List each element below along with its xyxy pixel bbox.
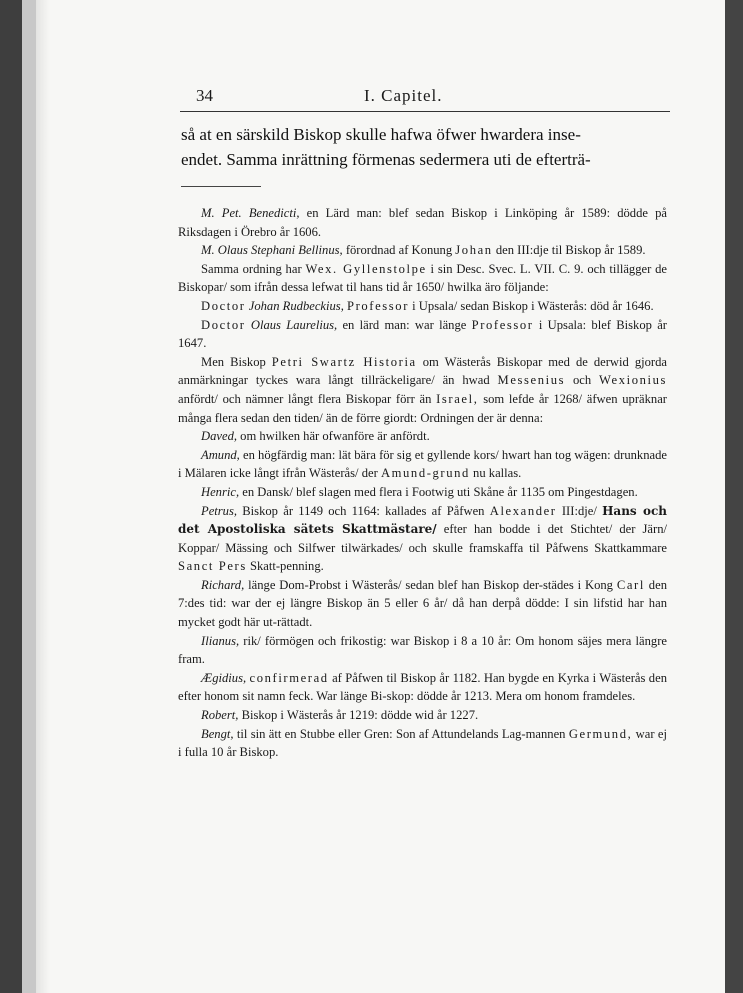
footnote-paragraph: [178, 502, 667, 576]
footnote-paragraph: [178, 669, 667, 706]
footnote-text: i Upsala/ sedan Biskop i Wästerås: död år 1646.: [409, 298, 654, 313]
footnote-text: af Påfwen til Biskop år 1182. Han bygde en Kyrka i Wästerås den efter honom sit namn feck. War länge Bi-skop: dödde år 1213. Mera om honom framdeles.: [178, 670, 667, 704]
footnote-text: den 7:des tid: war der ej längre Biskop än 5 eller 6 år/ då han derpå dödde: I sin lifstid har han mycket godt här ut-rättadt.: [178, 577, 667, 630]
footnote-text: Hans och det Apostoliska sätets Skattmästare/: [178, 503, 668, 537]
page-shadow: [36, 0, 50, 993]
footnote-text: Robert,: [201, 708, 239, 723]
footnote-text: Amund-grund: [380, 466, 470, 481]
footnote-text: Johan: [455, 243, 493, 258]
footnote-text: Messenius: [497, 373, 566, 388]
footnote-text: Alexander: [489, 503, 557, 518]
footnote-text: Daved,: [201, 429, 238, 444]
footnote-text: Sanct Pers: [178, 559, 247, 574]
footnote-text: en Lärd man: blef sedan Biskop i Linköping år 1589: dödde på Riksdagen i Örebro år 1606.: [178, 206, 667, 239]
footnote-paragraph: [178, 316, 667, 353]
footnote-text: Professor: [347, 298, 409, 313]
footnote-text: förordnad af Konung: [342, 243, 456, 258]
footnote-text: Men Biskop: [201, 354, 272, 369]
footnote-text: Richard,: [201, 577, 245, 592]
footnote-paragraph: [178, 576, 667, 632]
footnote-text: Skatt-penning.: [246, 559, 324, 574]
footnote-paragraph: [178, 204, 667, 241]
footnote-text: Bengt,: [201, 726, 234, 741]
header-rule: [180, 111, 670, 112]
footnotes: [178, 204, 667, 762]
footnote-paragraph: [178, 427, 667, 446]
footnote-paragraph: [178, 632, 667, 669]
footnote-text: confirmerad: [249, 670, 329, 685]
book-binding-edge: [0, 0, 22, 993]
book-fore-edge: [725, 0, 743, 993]
footnote-text: Biskop i Wästerås år 1219: dödde wid år 1227.: [238, 708, 479, 723]
footnote-text: en högfärdig man: lät bära för sig et gyllende kors/ hwart han tog wägen: drunknade i Mälaren icke långt ifrån Wästerås/ der: [178, 447, 667, 481]
footnote-text: Doctor: [201, 298, 246, 313]
footnote-text: Carl: [616, 577, 645, 592]
footnote-paragraph: [178, 297, 667, 316]
footnote-text: Professor: [471, 317, 534, 332]
footnote-text: nu kallas.: [469, 466, 522, 481]
footnote-text: Ilianus,: [201, 633, 240, 648]
footnote-text: och: [565, 373, 600, 388]
footnote-text: til sin ätt en Stubbe eller Gren: Son af Attundelands Lag-mannen: [233, 726, 569, 741]
footnote-text: Petri Swartz Historia: [271, 354, 417, 369]
footnote-paragraph: [178, 725, 667, 762]
footnote-text: Wex. Gyllenstolpe: [305, 261, 427, 276]
footnote-text: Germund,: [568, 726, 633, 741]
footnote-text: Petrus,: [201, 503, 238, 518]
footnote-text: Biskop år 1149 och 1164: kallades af Påfwen: [237, 503, 490, 518]
footnote-text: en lärd man: war länge: [337, 317, 472, 332]
footnote-paragraph: [178, 241, 667, 260]
footnote-text: anfördt/ och nämner långt flera Biskopar förr än: [178, 391, 437, 406]
footnote-text: som lefde år 1268/ äfwen upräknar många flera sedan den tiden/ än de förre giordt: Ordningen der är denna:: [178, 391, 667, 425]
footnote-paragraph: [178, 260, 667, 297]
footnote-text: i sin Desc. Svec. L. VII. C. 9. och tillägger de Biskopar/ som ifrån dessa lefwat til hans tid år 1650/ hwilka äro följande:: [178, 261, 667, 295]
footnote-text: om Wästerås Biskopar med de derwid gjorda anmärkningar tyckes wara långt tillräckeligare/ än hwad: [178, 354, 667, 388]
footnote-text: rik/ förmögen och frikostig: war Biskop i 8 a 10 år: Om honom säjes mera längre fram.: [178, 633, 667, 667]
footnote-text: Israel,: [436, 391, 479, 406]
footnote-paragraph: [178, 706, 667, 725]
footnote-text: Johan Rudbeckius,: [248, 298, 344, 313]
chapter-title: I. Capitel.: [364, 86, 443, 105]
running-header: [181, 86, 488, 110]
footnote-text: efter han bodde i det Stichtet/ der Järn/ Koppar/ Mässing och Silfwer tilwärkades/ och skulle framskaffa til Påfwens Skattkammare: [178, 522, 667, 555]
footnote-text: Wexionius: [599, 373, 668, 388]
main-text-line: så at en särskild Biskop skulle hafwa öfwer hwardera inse-: [181, 125, 581, 144]
footnote-text: om hwilken här ofwanföre är anfördt.: [237, 429, 430, 444]
page-number: 34: [196, 86, 213, 105]
main-text: [181, 122, 666, 172]
footnote-text: länge Dom-Probst i Wästerås/ sedan blef han Biskop der-städes i Kong: [244, 577, 617, 592]
footnote-paragraph: [178, 353, 667, 427]
footnote-text: war ej i fulla 10 år Biskop.: [178, 726, 667, 760]
main-text-line: endet. Samma inrättning förmenas sedermera uti de efterträ-: [181, 150, 591, 169]
footnote-rule: [181, 186, 261, 187]
footnote-text: i Upsala: blef Biskop år 1647.: [178, 317, 667, 351]
footnote-text: M. Olaus Stephani Bellinus,: [201, 243, 343, 258]
footnote-text: Ægidius,: [201, 670, 247, 685]
footnote-text: Olaus Laurelius,: [250, 317, 338, 332]
footnote-text: Henric,: [201, 484, 240, 499]
footnote-text: den III:dje til Biskop år 1589.: [492, 243, 646, 258]
page-gutter: [22, 0, 36, 993]
footnote-text: Doctor: [201, 317, 246, 332]
footnote-text: Samma ordning har: [201, 261, 306, 276]
footnote-text: en Dansk/ blef slagen med flera i Footwig uti Skåne år 1135 om Pingestdagen.: [239, 484, 638, 499]
footnote-paragraph: [178, 483, 667, 502]
footnote-text: M. Pet. Benedicti,: [201, 206, 300, 220]
footnote-text: Amund,: [201, 447, 240, 462]
footnote-text: III:dje/: [556, 503, 603, 518]
footnote-paragraph: [178, 446, 667, 483]
